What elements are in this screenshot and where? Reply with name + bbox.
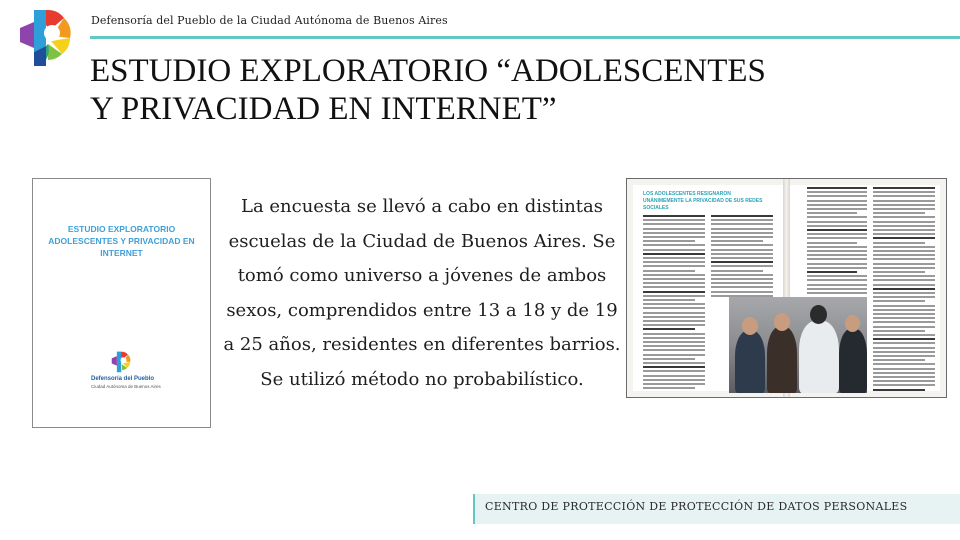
spread-text-line (873, 334, 935, 336)
spread-text-line (711, 291, 773, 293)
spread-text-line (711, 257, 773, 259)
spread-text-line (711, 219, 773, 221)
spread-text-line (643, 215, 705, 217)
spread-text-line (711, 270, 763, 272)
spread-text-line (873, 359, 925, 361)
footer-label: CENTRO DE PROTECCIÓN DE PROTECCIÓN DE DATOS PERSONALES (485, 500, 908, 513)
spread-text-line (807, 254, 867, 256)
spread-text-line (873, 221, 935, 223)
spread-text-line (643, 286, 705, 288)
spread-text-line (643, 345, 705, 347)
spread-text-line (643, 265, 705, 267)
photo-person-head (774, 313, 790, 331)
survey-description: La encuesta se llevó a cabo en distintas escuelas de la Ciudad de Buenos Aires. Se tomó como universo a jóvenes de ambos sexos, comprendidos entre 13 a 18 y de 19 a 25 años, residentes en diferentes barrios. Se utilizó método no probabilístico. (223, 196, 621, 390)
spread-text-line (873, 271, 925, 273)
spread-text-line (873, 246, 935, 248)
spread-text-line (873, 237, 935, 239)
spread-text-line (873, 250, 935, 252)
spread-text-line (873, 225, 935, 227)
spread-text-line (807, 229, 867, 231)
spread-text-line (711, 261, 773, 263)
spread-text-line (873, 216, 935, 218)
spread-text-line (643, 307, 705, 309)
spread-text-line (643, 253, 705, 255)
spread-text-line (873, 305, 935, 307)
spread-text-line (873, 351, 935, 353)
spread-text-line (643, 270, 695, 272)
spread-text-line (873, 275, 935, 277)
spread-text-line (643, 223, 705, 225)
defensoria-logo-icon (18, 8, 78, 68)
spread-text-line (643, 244, 705, 246)
spread-text-line (807, 258, 867, 260)
spread-text-line (873, 279, 935, 281)
photo-person (839, 329, 867, 393)
spread-text-line (711, 274, 773, 276)
spread-text-line (873, 313, 935, 315)
spread-text-line (643, 316, 705, 318)
spread-text-line (873, 229, 935, 231)
spread-text-line (873, 204, 935, 206)
spread-text-line (873, 342, 935, 344)
spread-text-line (807, 271, 857, 273)
spread-text-line (711, 228, 773, 230)
spread-text-line (807, 212, 857, 214)
spread-text-line (873, 309, 935, 311)
photo-person (767, 327, 797, 393)
spread-text-line (643, 375, 705, 377)
spread-text-line (643, 257, 705, 259)
spread-text-line (643, 240, 695, 242)
spread-text-line (643, 370, 705, 372)
photo-person (799, 321, 839, 393)
spread-text-line (873, 368, 935, 370)
spread-text-line (643, 341, 705, 343)
spread-text-line (711, 215, 773, 217)
spread-text-line (643, 366, 705, 368)
spread-text-line (873, 200, 935, 202)
spread-text-line (643, 333, 705, 335)
spread-text-line (643, 228, 705, 230)
spread-text-line (807, 233, 867, 235)
spread-text-line (873, 233, 935, 235)
cover-org-name: Defensoría del Pueblo (91, 376, 155, 382)
spread-text-line (807, 284, 867, 286)
cover-logo-icon (111, 351, 133, 373)
photo-person-head (810, 305, 827, 324)
spread-text-line (807, 216, 867, 218)
photo-person-head (845, 315, 860, 332)
spread-text-line (873, 267, 935, 269)
spread-text-line (711, 249, 773, 251)
spread-text-line (643, 349, 705, 351)
spread-text-line (643, 358, 695, 360)
spread-heading: LOS ADOLESCENTES RESIGNARON UNÁNIMEMENTE LA PRIVACIDAD DE SUS REDES SOCIALES (643, 191, 763, 211)
spread-text-line (873, 288, 935, 290)
spread-text-line (873, 363, 935, 365)
spread-text-line (643, 312, 705, 314)
spread-text-line (807, 195, 867, 197)
spread-text-line (643, 219, 705, 221)
spread-text-line (711, 244, 773, 246)
spread-text-line (807, 242, 857, 244)
spread-text-line (807, 200, 867, 202)
spread-text-line (873, 300, 925, 302)
spread-text-line (873, 296, 935, 298)
spread-text-line (873, 208, 935, 210)
spread-text-line (873, 284, 935, 286)
spread-text-line (643, 320, 705, 322)
spread-text-line (807, 279, 867, 281)
spread-text-line (711, 286, 773, 288)
spread-photo (729, 297, 867, 393)
cover-org-subtitle: Ciudad Autónoma de Buenos Aires (91, 384, 161, 389)
spread-text-line (873, 242, 925, 244)
spread-text-line (873, 330, 925, 332)
spread-text-line (873, 355, 935, 357)
spread-text-line (807, 187, 867, 189)
spread-text-line (643, 236, 705, 238)
spread-text-line (643, 328, 695, 330)
spread-text-line (807, 208, 867, 210)
spread-text-line (807, 191, 867, 193)
spread-text-line (711, 240, 763, 242)
report-cover-image (32, 178, 211, 428)
header-divider (90, 36, 960, 39)
spread-text-line (807, 237, 867, 239)
spread-text-line (643, 362, 705, 364)
spread-text-line (873, 187, 935, 189)
spread-text-line (873, 380, 935, 382)
cover-title: ESTUDIO EXPLORATORIO ADOLESCENTES Y PRIVACIDAD EN INTERNET (48, 224, 195, 258)
photo-person (735, 331, 765, 393)
spread-text-line (873, 326, 935, 328)
spread-text-line (873, 389, 925, 391)
spread-text-line (873, 191, 935, 193)
spread-text-line (807, 225, 867, 227)
spread-text-line (807, 221, 867, 223)
spread-text-line (711, 232, 773, 234)
spread-text-line (807, 204, 867, 206)
spread-text-line (873, 263, 935, 265)
spread-text-line (711, 282, 773, 284)
spread-text-line (643, 383, 705, 385)
spread-text-line (643, 379, 705, 381)
spread-text-line (873, 254, 935, 256)
slide-title: ESTUDIO EXPLORATORIO “ADOLESCENTES Y PRIVACIDAD EN INTERNET” (90, 53, 766, 127)
footer-band (473, 494, 960, 524)
spread-text-line (807, 250, 867, 252)
organization-header: Defensoría del Pueblo de la Ciudad Autónoma de Buenos Aires (91, 14, 448, 27)
spread-text-line (807, 246, 867, 248)
spread-text-line (873, 292, 935, 294)
spread-text-line (711, 253, 773, 255)
spread-text-line (873, 372, 935, 374)
spread-text-line (711, 223, 773, 225)
spread-text-line (643, 295, 705, 297)
spread-text-line (643, 274, 705, 276)
spread-text-line (643, 278, 705, 280)
spread-text-line (643, 291, 705, 293)
spread-text-line (643, 324, 705, 326)
report-spread-image (626, 178, 947, 398)
spread-text-line (873, 338, 935, 340)
spread-text-line (643, 282, 705, 284)
spread-text-line (643, 261, 705, 263)
spread-text-line (873, 376, 935, 378)
spread-text-line (873, 317, 935, 319)
spread-text-line (643, 232, 705, 234)
spread-text-line (643, 299, 695, 301)
spread-text-line (807, 263, 867, 265)
spread-text-line (807, 292, 867, 294)
spread-text-line (643, 354, 705, 356)
spread-text-line (643, 249, 705, 251)
spread-text-line (873, 347, 935, 349)
spread-text-line (873, 384, 935, 386)
spread-text-line (711, 278, 773, 280)
spread-text-line (711, 236, 773, 238)
spread-text-line (807, 288, 867, 290)
spread-text-line (873, 321, 935, 323)
photo-person-head (742, 317, 758, 335)
spread-text-line (643, 337, 705, 339)
spread-text-line (873, 258, 935, 260)
spread-text-line (711, 265, 773, 267)
spread-text-line (873, 212, 925, 214)
spread-text-line (643, 387, 695, 389)
spread-text-line (643, 303, 705, 305)
spread-text-line (807, 267, 867, 269)
spread-text-line (873, 195, 935, 197)
spread-text-line (807, 275, 867, 277)
